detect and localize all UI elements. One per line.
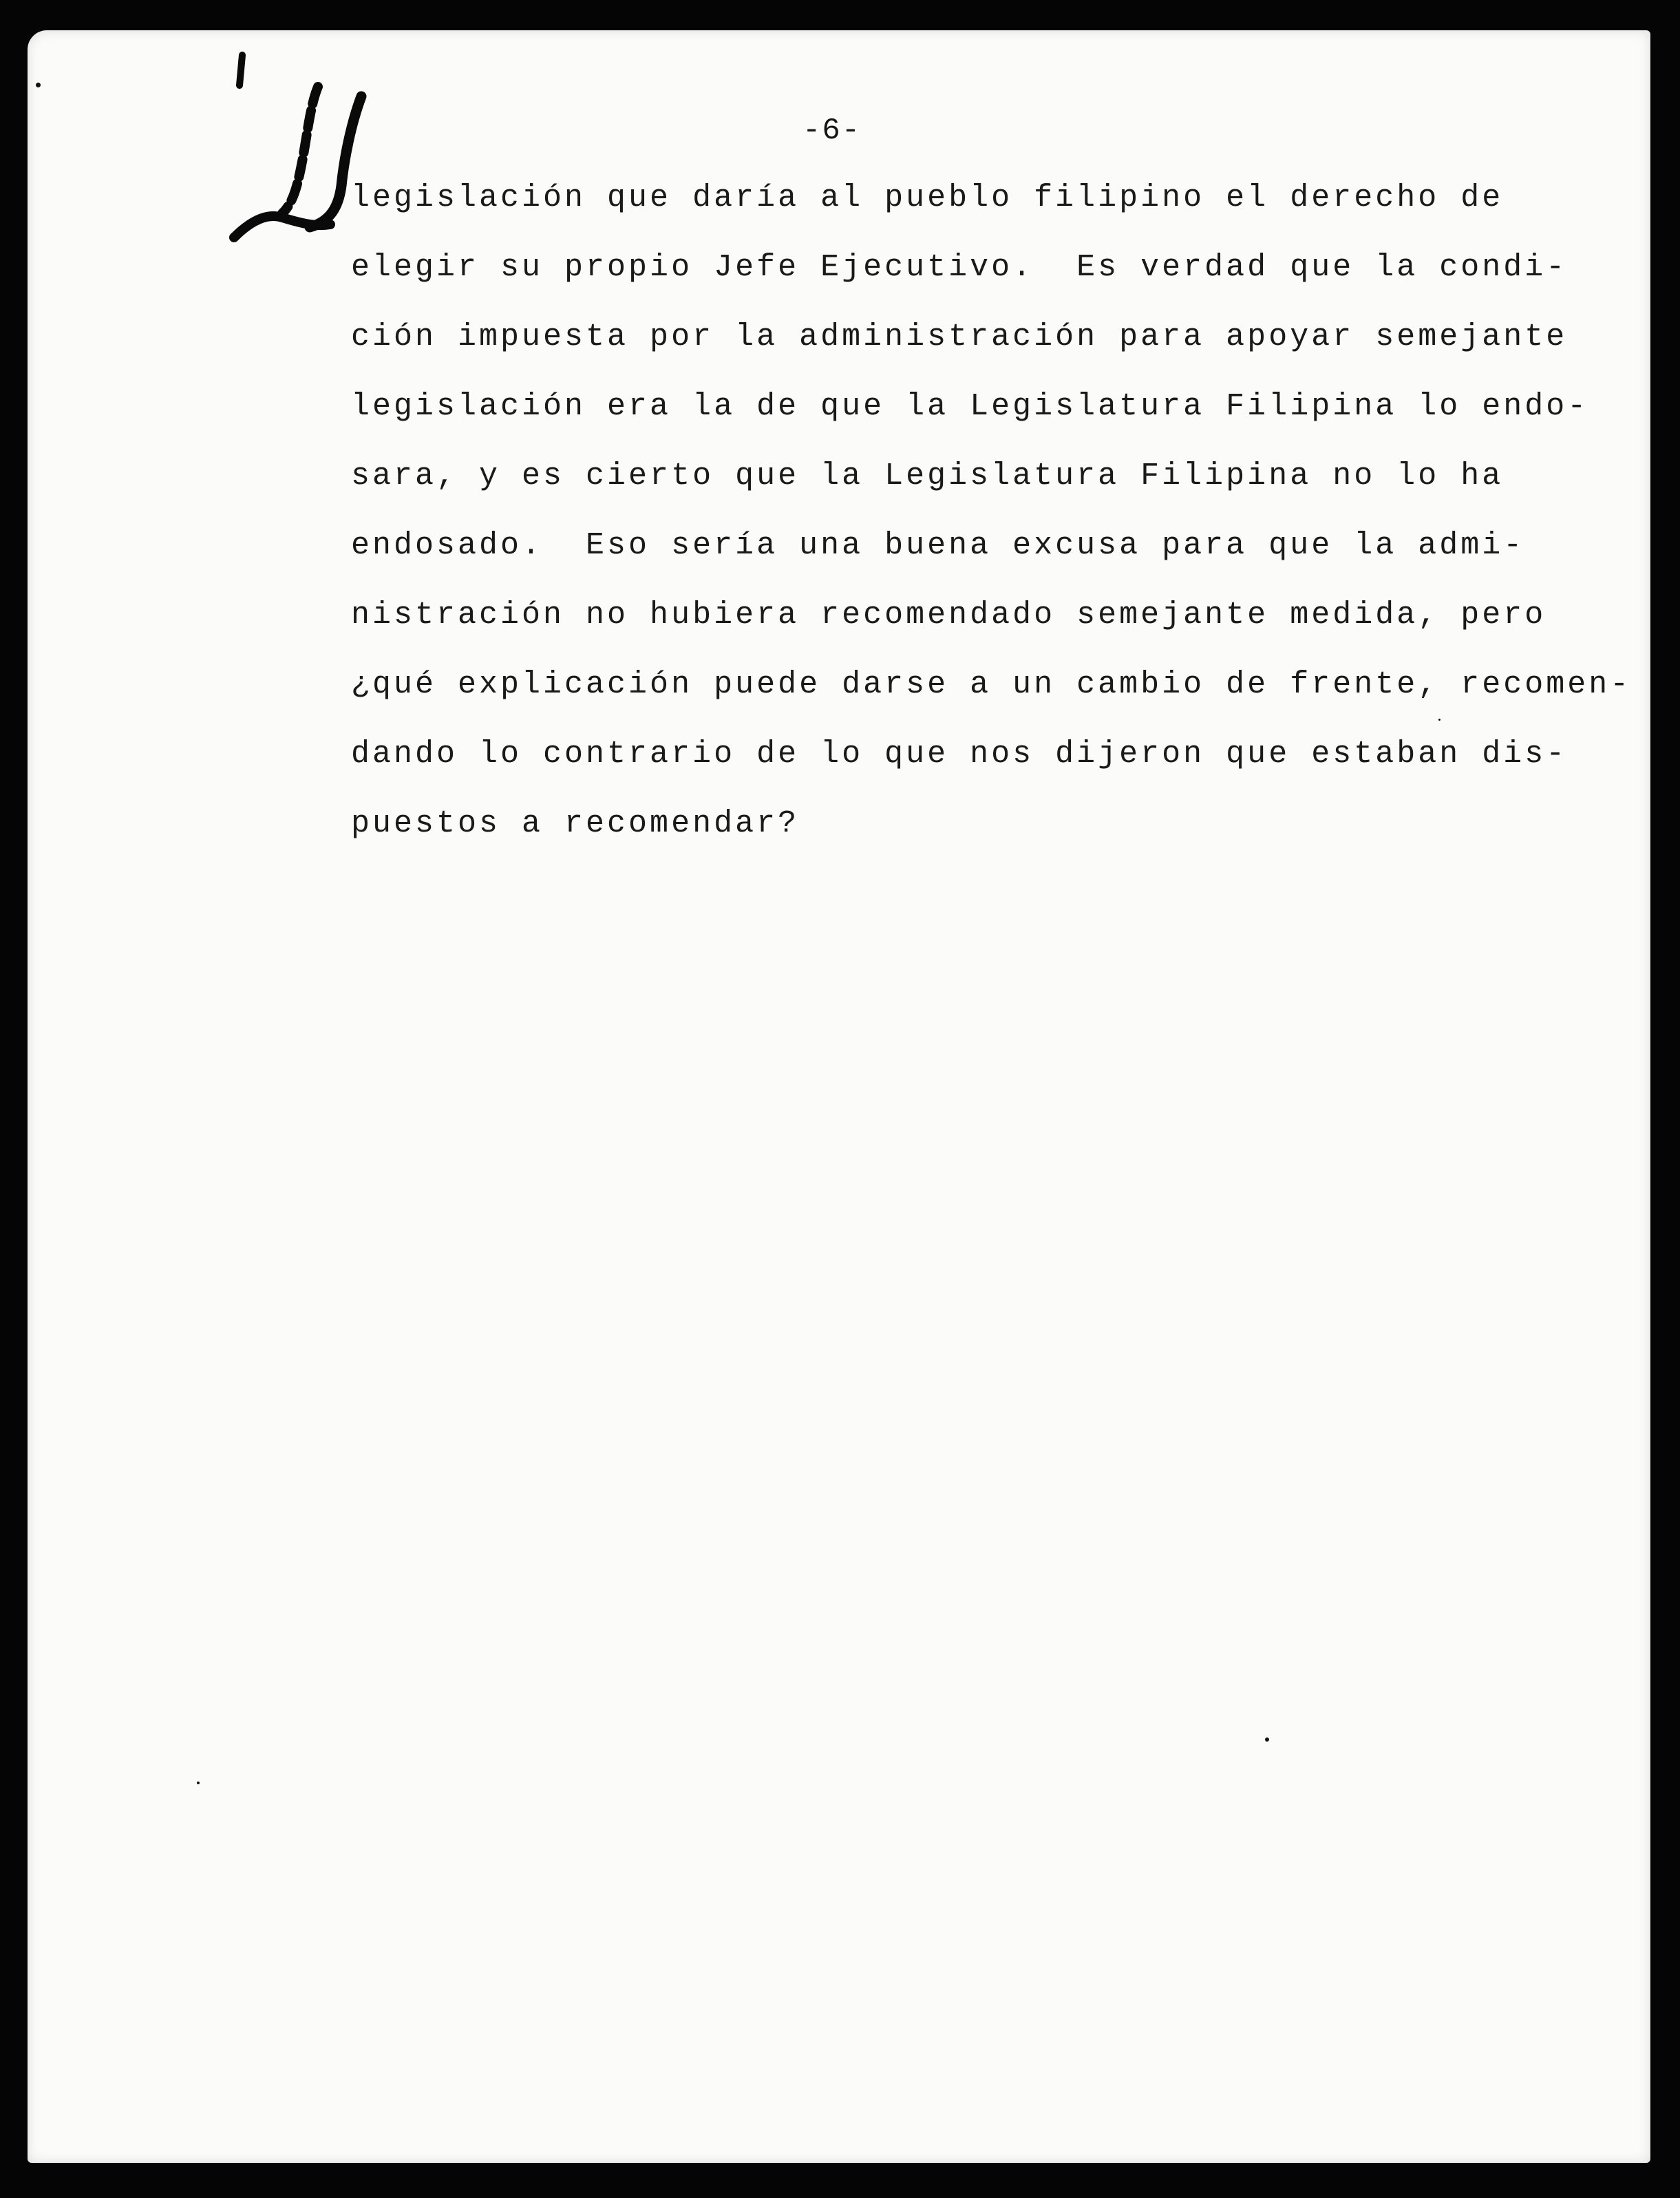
- body-text: [351, 174, 1631, 869]
- text-line: sara, y es cierto que la Legislatura Filipina no lo ha: [351, 458, 1504, 494]
- text-line: legislación que daría al pueblo filipino el derecho de: [351, 180, 1504, 215]
- scan-speck: [197, 1782, 200, 1784]
- text-line: dando lo contrario de lo que nos dijeron que estaban dis-: [351, 737, 1568, 772]
- text-line: puestos a recomendar?: [351, 806, 800, 841]
- text-line: nistración no hubiera recomendado semejante medida, pero: [351, 598, 1546, 633]
- text-line: elegir su propio Jefe Ejecutivo. Es verdad que la condi-: [351, 250, 1568, 285]
- text-line: endosado. Eso sería una buena excusa para que la admi-: [351, 528, 1525, 563]
- text-line: ¿qué explicación puede darse a un cambio de frente, recomen-: [351, 667, 1632, 702]
- scan-speck: [1265, 1737, 1269, 1742]
- text-line: legislación era la de que la Legislatura Filipina lo endo-: [351, 389, 1589, 424]
- scan-speck: [36, 83, 41, 87]
- page-number: -6-: [802, 114, 862, 148]
- text-line: ción impuesta por la administración para apoyar semejante: [351, 319, 1568, 355]
